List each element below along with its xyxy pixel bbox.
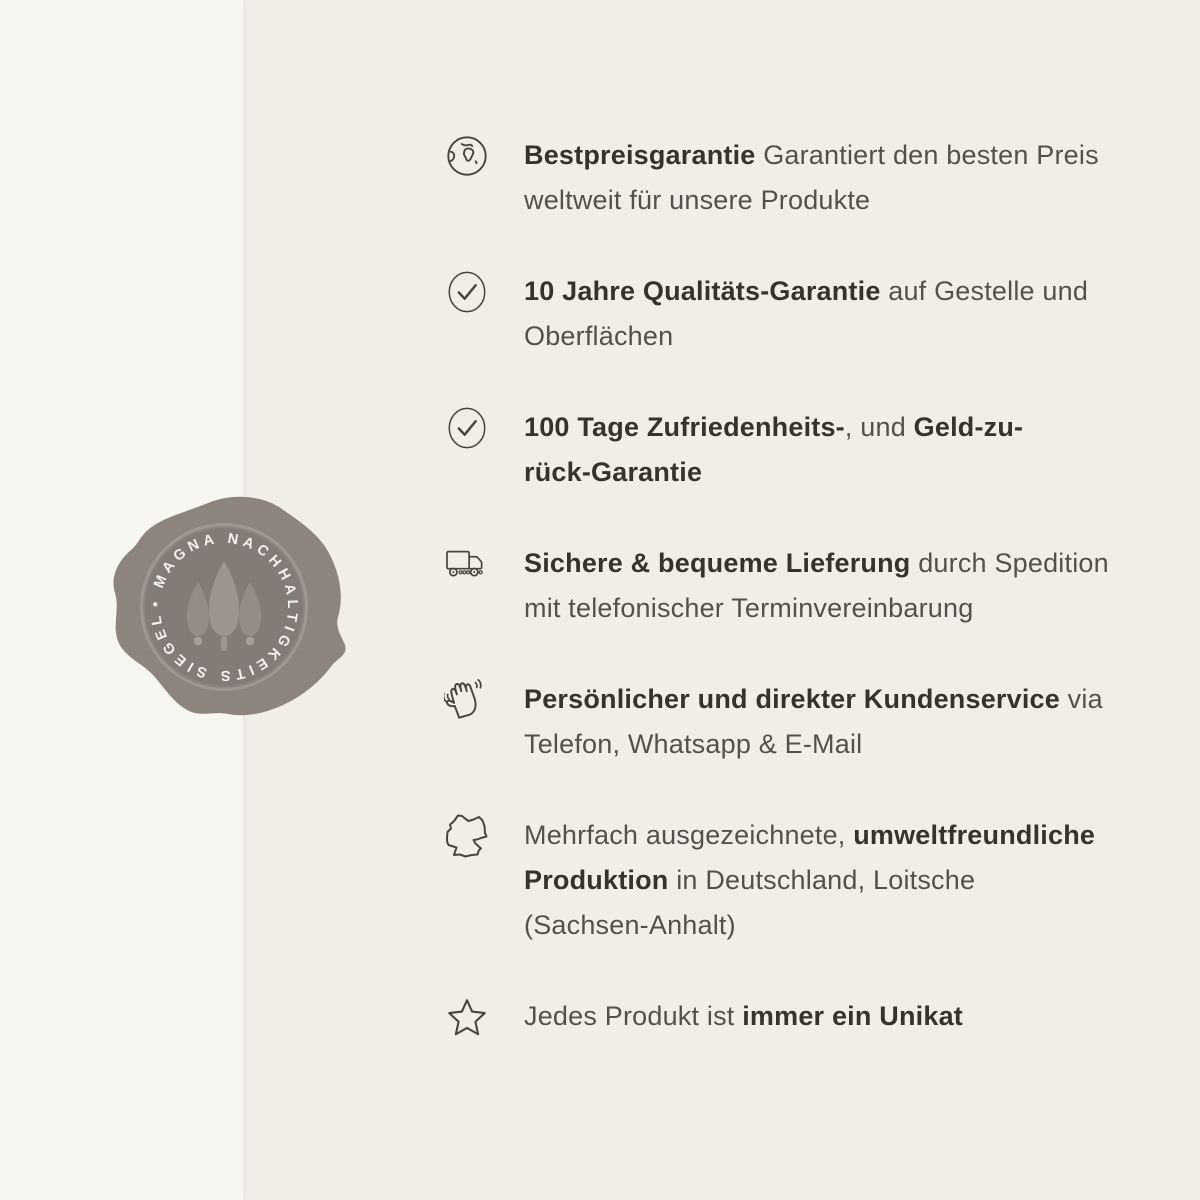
benefit-line: Telefon, Whatsapp & E-Mail xyxy=(524,729,863,759)
benefit-item xyxy=(444,813,1154,948)
benefit-line: 100 Tage Zufriedenheits-, und Geld-zu- xyxy=(524,412,1024,442)
sustainability-seal xyxy=(92,485,350,729)
benefit-line: 10 Jahre Qualitäts-Garantie auf Gestelle und xyxy=(524,276,1089,306)
benefit-text xyxy=(524,269,1088,359)
benefit-item xyxy=(444,269,1154,359)
benefit-text xyxy=(524,994,963,1039)
benefit-line: Mehrfach ausgezeichnete, umweltfreundliche xyxy=(524,820,1096,850)
benefit-text xyxy=(524,405,1023,495)
globe-icon xyxy=(444,133,490,179)
benefit-line: (Sachsen-Anhalt) xyxy=(524,910,736,940)
benefit-line: Jedes Produkt ist immer ein Unikat xyxy=(524,1001,963,1031)
benefit-line: rück-Garantie xyxy=(524,457,703,487)
benefit-text xyxy=(524,133,1099,223)
benefit-line: Oberflächen xyxy=(524,321,674,351)
star-icon xyxy=(444,994,490,1040)
germany-map-icon xyxy=(444,813,490,859)
benefit-line: Bestpreisgarantie Garantiert den besten Preis xyxy=(524,140,1099,170)
benefit-item xyxy=(444,541,1154,631)
benefit-line: weltweit für unsere Produkte xyxy=(524,185,871,215)
check-circle-icon xyxy=(444,269,490,315)
benefit-text xyxy=(524,813,1095,948)
check-circle-icon xyxy=(444,405,490,451)
benefit-line: Sichere & bequeme Lieferung durch Spedition xyxy=(524,548,1109,578)
benefit-text xyxy=(524,541,1109,631)
benefit-item xyxy=(444,133,1154,223)
benefit-line: Produktion in Deutschland, Loitsche xyxy=(524,865,976,895)
waving-hand-icon xyxy=(444,677,490,723)
benefit-line: mit telefonischer Terminvereinbarung xyxy=(524,593,974,623)
benefit-line: Persönlicher und direkter Kundenservice via xyxy=(524,684,1103,714)
benefit-list xyxy=(444,133,1154,1040)
benefit-item xyxy=(444,994,1154,1040)
truck-icon xyxy=(444,541,490,587)
seal-ring-text: • MAGNA NACHHALTIGKEITS SIEGEL xyxy=(147,530,301,684)
benefit-item xyxy=(444,405,1154,495)
seal-graphic xyxy=(92,485,350,729)
benefit-text xyxy=(524,677,1103,767)
benefit-item xyxy=(444,677,1154,767)
